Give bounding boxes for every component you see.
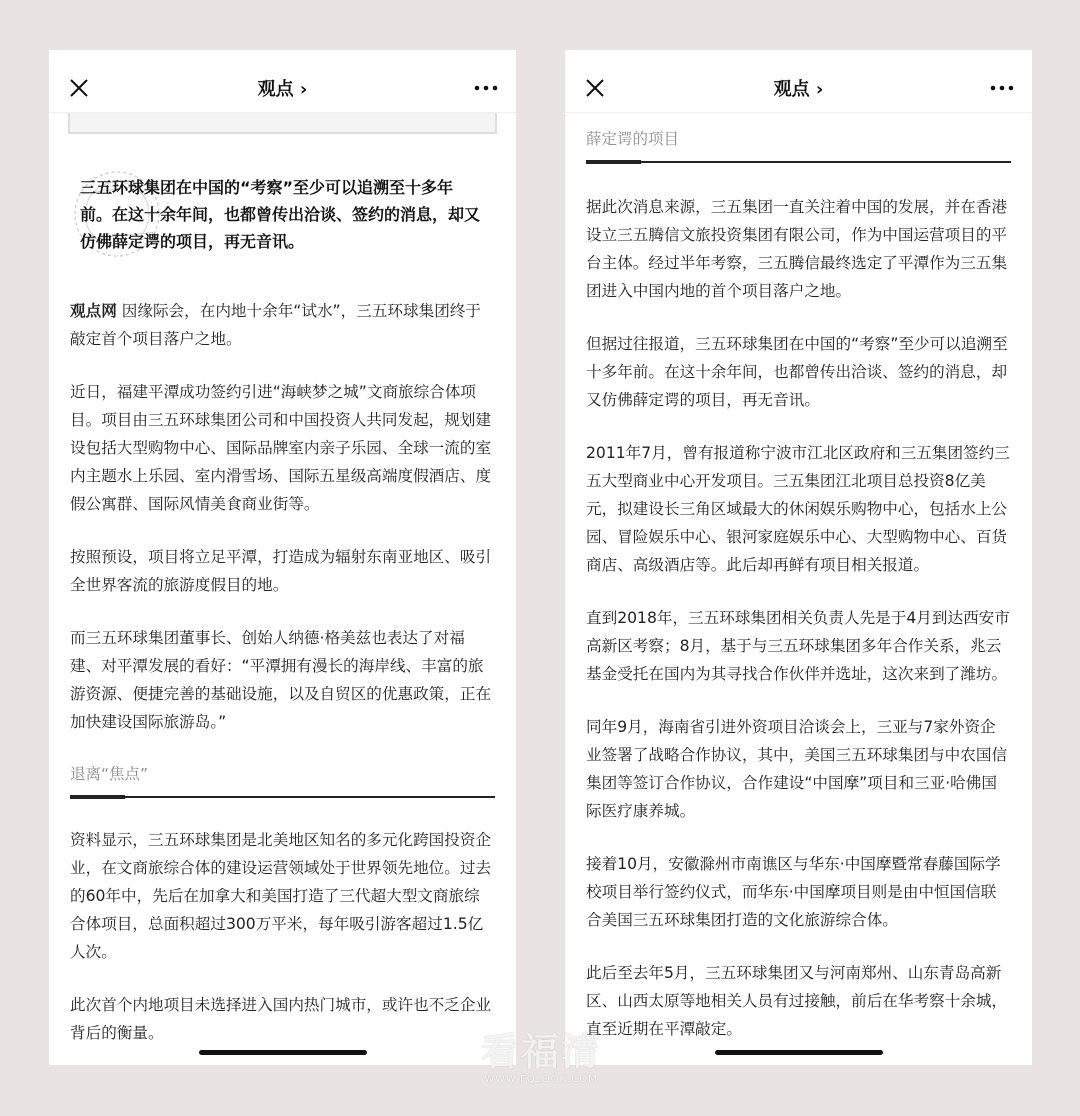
section-heading: 退离“焦点”	[70, 765, 149, 783]
right-phone-screen	[565, 50, 1032, 1065]
nav-title-link[interactable]: 观点 ›	[773, 79, 824, 100]
article-paragraph: 但据过往报道，三五环球集团在中国的“考察”至少可以追溯至十多年前。在这十余年间，也都曾传出洽谈、签约的消息，却又仿佛薛定谔的项目，再无音讯。	[586, 335, 1008, 409]
article-paragraph: 而三五环球集团董事长、创始人纳德·格美兹也表达了对福建、对平潭发展的看好：“平潭拥有漫长的海岸线、丰富的旅游资源、便捷完善的基础设施，以及自贸区的优惠政策，正在加快建设国际旅游岛。”	[70, 629, 492, 731]
nav-title-link[interactable]: 观点 ›	[257, 79, 308, 100]
pull-quote-text: 三五环球集团在中国的“考察”至少可以追溯至十多年前。在这十余年间，也都曾传出洽谈、签约的消息，却又仿佛薛定谔的项目，再无音讯。	[80, 178, 481, 251]
source-brand: 观点网	[70, 302, 117, 320]
left-phone-screen	[49, 50, 516, 1065]
article-paragraph: 此后至去年5月，三五环球集团又与河南郑州、山东青岛高新区、山西太原等地相关人员有过接触，前后在华考察十余城，直至近期在平潭敲定。	[586, 964, 1008, 1038]
article-paragraph: 此次首个内地项目未选择进入国内热门城市，或许也不乏企业背后的衡量。	[70, 996, 492, 1042]
article-body	[586, 126, 1011, 1065]
section-divider	[70, 796, 495, 798]
section-heading: 薛定谔的项目	[586, 130, 680, 148]
article-paragraph: 按照预设，项目将立足平潭，打造成为辐射东南亚地区、吸引全世界客流的旅游度假目的地。	[70, 548, 492, 594]
article-paragraph: 据此次消息来源，三五集团一直关注着中国的发展，并在香港设立三五腾信文旅投资集团有限公司，作为中国运营项目的平台主体。经过半年考察，三五腾信最终选定了平潭作为三五集团进入中国内地的首个项目落户之地。	[586, 198, 1008, 300]
top-nav-bar	[49, 50, 516, 113]
article-paragraph: 近日，福建平潭成功签约引进“海峡梦之城”文商旅综合体项目。项目由三五环球集团公司和中国投资人共同发起，规划建设包括大型购物中心、国际品牌室内亲子乐园、全球一流的室内主题水上乐园、室内滑雪场、国际五星级高端度假酒店、度假公寓群、国际风情美食商业街等。	[70, 383, 492, 513]
more-options-icon[interactable]	[474, 84, 498, 92]
article-paragraph: 资料显示，三五环球集团是北美地区知名的多元化跨国投资企业，在文商旅综合体的建设运营领域处于世界领先地位。过去的60年中，先后在加拿大和美国打造了三代超大型文商旅综合体项目，总面积超过300万平米，每年吸引游客超过1.5亿人次。	[70, 831, 492, 961]
article-body	[70, 112, 495, 1065]
more-options-icon[interactable]	[990, 84, 1014, 92]
top-nav-bar	[565, 50, 1032, 113]
watermark	[471, 1030, 611, 1100]
intro-text: 因缘际会，在内地十余年“试水”，三五环球集团终于敲定首个项目落户之地。	[70, 302, 481, 348]
article-paragraph: 直到2018年，三五环球集团相关负责人先是于4月到达西安市高新区考察；8月，基于与三五环球集团多年合作关系，兆云基金受托在国内为其寻找合作伙伴并选址，这次来到了潍坊。	[586, 609, 1010, 683]
article-paragraph: 同年9月，海南省引进外资项目洽谈会上，三亚与7家外资企业签署了战略合作协议，其中，美国三五环球集团与中农国信集团等签订合作协议，合作建设“中国摩”项目和三亚·哈佛国际医疗康养城。	[586, 718, 1008, 820]
image-frame-bottom	[68, 112, 497, 134]
watermark-logo: 看福清	[480, 1030, 601, 1074]
article-paragraph: 接着10月，安徽滁州市南谯区与华东·中国摩暨常春藤国际学校项目举行签约仪式，而华东·中国摩项目则是由中恒国信联合美国三五环球集团打造的文化旅游综合体。	[586, 855, 1001, 929]
article-paragraph: 2011年7月，曾有报道称宁波市江北区政府和三五集团签约三五大型商业中心开发项目。三五集团江北项目总投资8亿美元，拟建设长三角区域最大的休闲娱乐购物中心，包括水上公园、冒险娱乐中心、银河家庭娱乐中心、大型购物中心、百货商店、高级酒店等。此后却再鲜有项目相关报道。	[586, 444, 1010, 574]
section-divider	[586, 161, 1011, 163]
pull-quote	[70, 164, 495, 255]
watermark-url: WWW.FQLOOK.COM	[484, 1074, 598, 1085]
home-indicator[interactable]	[715, 1050, 883, 1055]
intro-paragraph	[70, 297, 495, 353]
home-indicator[interactable]	[199, 1050, 367, 1055]
